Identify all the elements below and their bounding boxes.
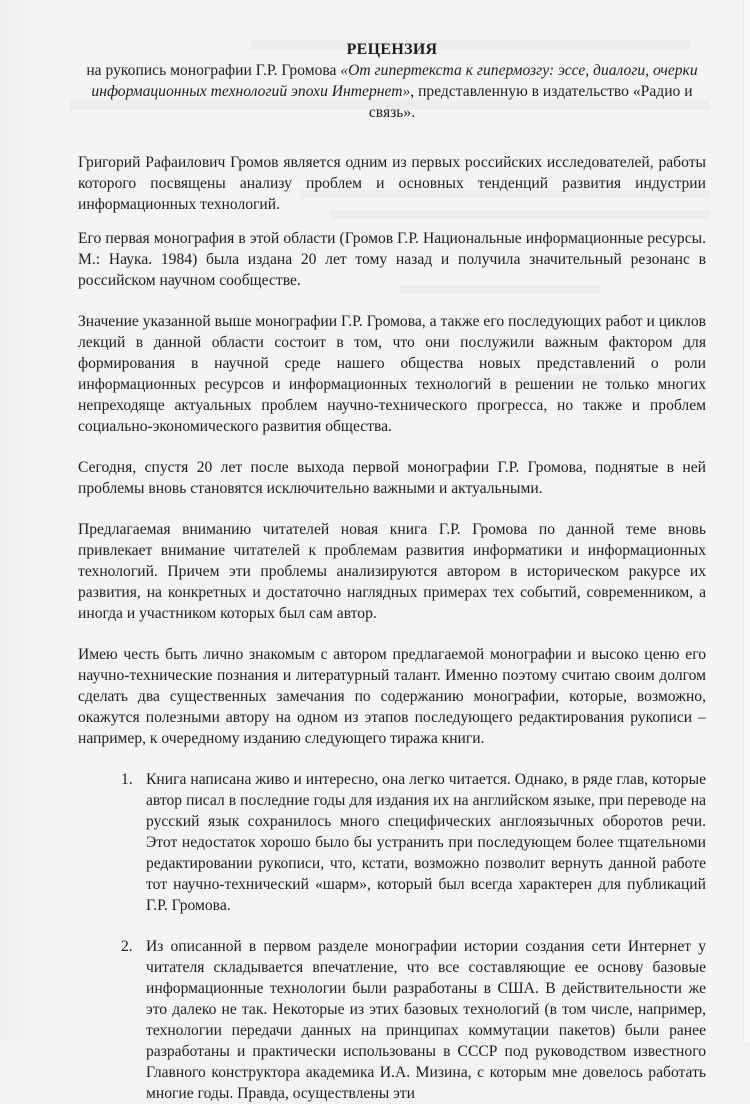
document-subtitle (78, 60, 706, 123)
subtitle-suffix: , представленную в издательство «Радио и связь». (368, 83, 693, 121)
paragraph-new-book: Предлагаемая вниманию читателей новая книга Г.Р. Громова по данной теме вновь привлекает внимание читателей к проблемам развития информатики и информационных технологий. Причем эти проблемы анализируются автором в историческом ракурсе их развития, на конкретных и достаточно наглядных примерах тех событий, современником, а иногда и участником которых был сам автор. (78, 521, 706, 622)
subtitle-prefix: на рукопись монографии Г.Р. Громова (86, 62, 341, 79)
review-document (78, 40, 706, 1104)
remark-number: 1. (121, 771, 133, 788)
remark-item (78, 769, 706, 916)
document-title: РЕЦЕНЗИЯ (346, 41, 438, 58)
remark-text: Книга написана живо и интересно, она легко читается. Однако, в ряде глав, которые автор писал в последние годы для издания их на английском языке, при переводе на русский язык сохранилось много специфических англоязычных оборотов речи. Этот недостаток хорошо было бы устранить при последующем более тщательноми редактировании рукописи, что, кстати, возможно позволит вернуть данной работе тот научно-технический «шарм», который был всегда характерен для публикаций Г.Р. Громова. (146, 771, 706, 914)
paragraph-relevance-today: Сегодня, спустя 20 лет после выхода первой монографии Г.Р. Громова, поднятые в ней проблемы вновь становятся исключительно важными и актуальными. (78, 459, 706, 497)
paragraph-significance: Значение указанной выше монографии Г.Р. Громова, а также его последующих работ и циклов лекций в данной области состоит в том, что они послужили важным фактором для формирования в научной среде нашего общества новых представлений о роли информационных ресурсов и информационных технологий в решении не только многих непреходяще актуальных проблем научно-технического прогресса, но также и проблем социально-экономического развития общества. (78, 313, 706, 435)
book-title: «От гипертекста к гипермозгу: эссе, диалоги, очерки информационных технологий эпохи Интернет» (91, 62, 698, 100)
remark-number: 2. (121, 938, 133, 955)
remark-text: Из описанной в первом разделе монографии истории создания сети Интернет у читателя складывается впечатление, что все составляющие ее основу базовые информационные технологии были разработаны в США. В действительности же это далеко не так. Некоторые из этих базовых технологий (в том числе, например, технологии передачи данных на принципах коммутации пакетов) были ранее разработаны и практически использованы в СССР под руководством известного Главного конструктора академика И.А. Мизина, с которым мне довелось работать многие годы. Правда, осуществлены эти (146, 938, 706, 1102)
remarks-list (78, 769, 706, 1104)
page-edge (743, 0, 750, 1041)
remark-item (78, 936, 706, 1104)
paragraph-author-intro: Григорий Рафаилович Громов является одним из первых российских исследователей, работы которого посвящены анализу проблем и основных тенденций развития индустрии информационных технологий. (78, 154, 706, 213)
paragraph-personal-remarks: Имею честь быть лично знакомым с автором предлагаемой монографии и высоко ценю его научно-технические познания и литературный талант. Именно поэтому считаю своим долгом сделать два существенных замечания по содержанию монографии, которые, возможно, окажутся полезными автору на одном из этапов последующего редактирования рукописи – например, к очередному изданию следующего тиража книги. (78, 646, 706, 747)
paragraph-first-monograph: Его первая монография в этой области (Громов Г.Р. Национальные информационные ресурсы. М.: Наука. 1984) была издана 20 лет тому назад и получила значительный резонанс в российском научном сообществе. (78, 230, 706, 289)
